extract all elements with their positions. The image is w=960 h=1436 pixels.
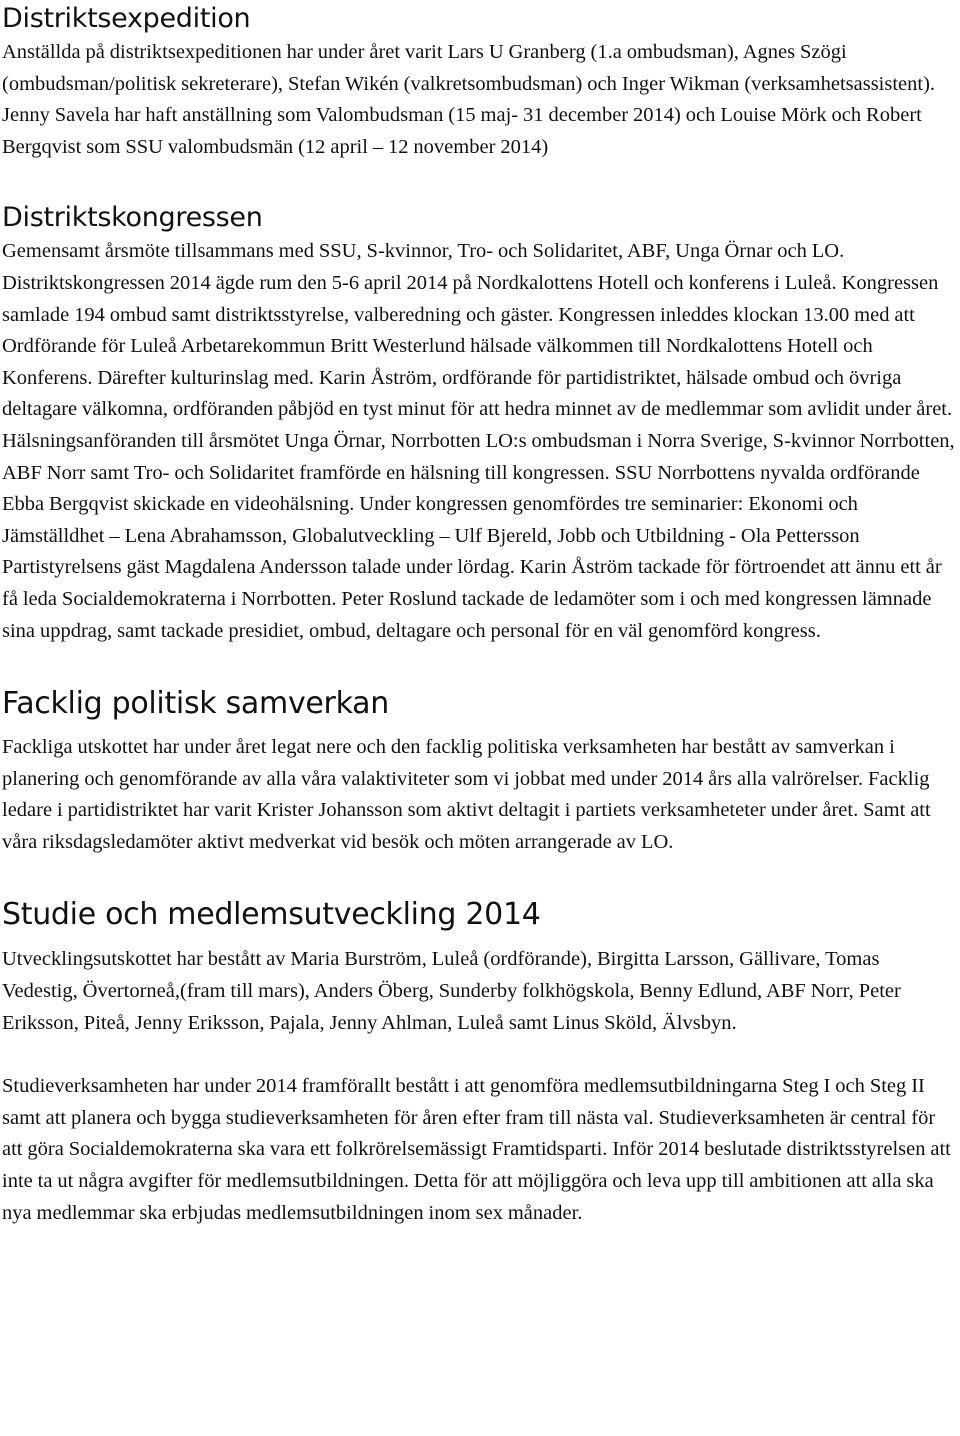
paragraph-studieverksamheten: Studieverksamheten har under 2014 framförallt bestått i att genomföra medlemsutbildningarna Steg I och Steg II samt att planera och bygga studieverksamheten för åren efter fram till nästa val. Studieverksamheten är central för att göra Socialdemokraterna ska vara ett folkrörelsemässigt Framtidsparti. Inför 2014 beslutade distriktsstyrelsen att inte ta ut några avgifter för medlemsutbildningen. Detta för att möjliggöra och leva upp till ambitionen att alla ska nya medlemmar ska erbjudas medlemsutbildningen inom sex månader. (2, 1075, 951, 1224)
heading-distriktskongressen: Distriktskongressen (2, 202, 263, 234)
paragraph-facklig-politisk-samverkan: Fackliga utskottet har under året legat nere och den facklig politiska verksamheten har bestått av samverkan i planering och genomförande av alla våra valaktiviteter som vi jobbat med under 2014 års alla valrörelser. Facklig ledare i partidistriktet har varit Krister Johansson som aktivt deltagit i partiets verksamheteter under året. Samt att våra riksdagsledamöter aktivt medverkat vid besök och möten arrangerade av LO. (2, 736, 931, 853)
paragraph-distriktskongressen-1: Gemensamt årsmöte tillsammans med SSU, S-kvinnor, Tro- och Solidaritet, ABF, Unga Örnar och LO. Distriktskongressen 2014 ägde rum den 5-6 april 2014 på Nordkalottens Hotell och konferens i Luleå. Kongressen samlade 194 ombud samt distriktsstyrelse, valberedning och gäster. Kongressen inleddes klockan 13.00 med att Ordförande för Luleå Arbetarekommun Britt Westerlund hälsade välkommen till Nordkalottens Hotell och Konferens. Därefter kulturinslag med. Karin Åström, ordförande för partidistriktet, hälsade ombud och övriga deltagare välkomna, ordföranden påbjöd en tyst minut för att hedra minnet av de medlemmar som avlidit under året. Hälsningsanföranden till årsmötet Unga Örnar, Norrbotten LO:s ombudsman i Norra Sverige, S-kvinnor Norrbotten, ABF Norr samt Tro- och Solidaritet framförde en hälsning till kongressen. SSU Norrbottens nyvalda ordförande Ebba Bergqvist skickade en videohälsning. Under kongressen genomfördes tre seminarier: Ekonomi och Jämställdhet – Lena Abrahamsson, Globalutveckling – Ulf Bjereld, Jobb och Utbildning - Ola Pettersson (2, 240, 955, 547)
document-page (2, 0, 958, 1229)
paragraph-distriktskongressen-2: Partistyrelsens gäst Magdalena Andersson talade under lördag. Karin Åström tackade för förtroendet att ännu ett år få leda Socialdemokraterna i Norrbotten. Peter Roslund tackade de ledamöter som i och med kongressen lämnade sina uppdrag, samt tackade presidiet, ombud, deltagare och personal för en väl genomförd kongress. (2, 556, 942, 642)
heading-studie-och-medlemsutveckling: Studie och medlemsutveckling 2014 (2, 897, 541, 933)
paragraph-distriktsexpedition: Anställda på distriktsexpeditionen har under året varit Lars U Granberg (1.a ombudsman), Agnes Szögi (ombudsman/politisk sekreterare), Stefan Wikén (valkretsombudsman) och Inger Wikman (verksamhetsassistent). Jenny Savela har haft anställning som Valombudsman (15 maj- 31 december 2014) och Louise Mörk och Robert Bergqvist som SSU valombudsmän (12 april – 12 november 2014) (2, 41, 936, 158)
heading-facklig-politisk-samverkan: Facklig politisk samverkan (2, 686, 389, 722)
heading-distriktsexpedition: Distriktsexpedition (2, 3, 251, 34)
paragraph-studie-utskottet: Utvecklingsutskottet har bestått av Maria Burström, Luleå (ordförande), Birgitta Larsson, Gällivare, Tomas Vedestig, Övertorneå,(fram till mars), Anders Öberg, Sunderby folkhögskola, Benny Edlund, ABF Norr, Peter Eriksson, Piteå, Jenny Eriksson, Pajala, Jenny Ahlman, Luleå samt Linus Sköld, Älvsbyn. (2, 948, 901, 1034)
